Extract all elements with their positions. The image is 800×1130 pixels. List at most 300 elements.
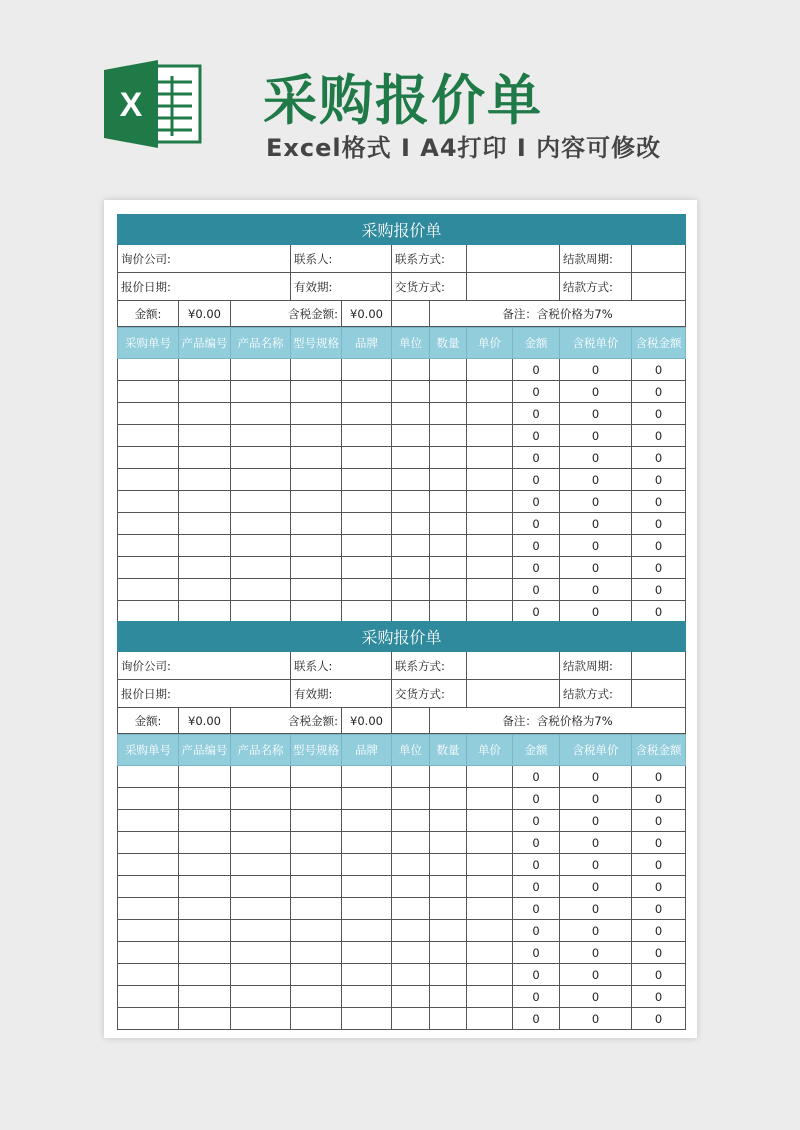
table-cell[interactable] [392,766,430,788]
table-row [118,601,686,623]
contact-method-value[interactable] [467,245,560,273]
table-cell[interactable] [430,403,467,425]
quote-date-field[interactable]: 报价日期: [118,273,291,301]
table-cell[interactable] [291,942,342,964]
table-cell[interactable] [291,601,342,623]
table-cell[interactable] [231,832,291,854]
table-cell[interactable] [342,986,392,1008]
table-cell[interactable] [291,898,342,920]
table-cell[interactable] [179,469,231,491]
table-body [118,359,686,623]
table-cell[interactable]: 0 [632,854,686,876]
table-cell[interactable] [430,832,467,854]
table-cell[interactable] [291,920,342,942]
table-cell[interactable] [392,491,430,513]
table-cell[interactable] [118,766,179,788]
table-cell[interactable]: 0 [560,447,632,469]
table-row [118,513,686,535]
table-cell[interactable] [430,491,467,513]
table-cell[interactable] [291,381,342,403]
table-cell[interactable]: 0 [632,469,686,491]
table-cell[interactable] [342,1008,392,1030]
table-cell[interactable] [179,898,231,920]
table-cell[interactable] [467,810,513,832]
settle-period-value[interactable] [632,652,686,680]
table-cell[interactable] [392,447,430,469]
table-cell[interactable] [467,469,513,491]
table-cell[interactable] [179,810,231,832]
table-cell[interactable] [291,854,342,876]
table-cell[interactable] [291,788,342,810]
table-cell[interactable] [342,469,392,491]
table-cell[interactable]: 0 [513,854,560,876]
col-header: 品牌 [342,735,392,766]
table-cell[interactable] [118,381,179,403]
validity-field[interactable]: 有效期: [291,273,392,301]
table-cell[interactable] [467,425,513,447]
table-cell[interactable]: 0 [560,491,632,513]
table-cell[interactable]: 0 [560,766,632,788]
table-cell[interactable] [291,1008,342,1030]
table-cell[interactable] [179,832,231,854]
table-cell[interactable] [118,491,179,513]
table-cell[interactable]: 0 [513,942,560,964]
table-cell[interactable] [118,447,179,469]
table-cell[interactable] [179,381,231,403]
table-cell[interactable] [291,832,342,854]
table-cell[interactable] [179,964,231,986]
table-cell[interactable] [342,447,392,469]
table-cell[interactable] [291,491,342,513]
table-cell[interactable]: 0 [632,766,686,788]
table-cell[interactable] [179,513,231,535]
table-cell[interactable]: 0 [632,788,686,810]
table-cell[interactable] [231,942,291,964]
table-cell[interactable]: 0 [513,381,560,403]
table-cell[interactable] [291,964,342,986]
table-cell[interactable] [291,513,342,535]
table-cell[interactable] [118,964,179,986]
table-cell[interactable]: 0 [560,832,632,854]
table-cell[interactable] [392,942,430,964]
table-cell[interactable] [118,920,179,942]
inquiry-company-field[interactable]: 询价公司: [118,652,291,680]
table-cell[interactable]: 0 [632,359,686,381]
table-cell[interactable] [291,876,342,898]
table-cell[interactable] [430,766,467,788]
table-cell[interactable] [392,557,430,579]
table-cell[interactable]: 0 [513,447,560,469]
table-cell[interactable]: 0 [560,942,632,964]
settle-method-value[interactable] [632,680,686,708]
table-cell[interactable]: 0 [560,469,632,491]
col-header: 含税金额 [632,735,686,766]
table-cell[interactable]: 0 [560,920,632,942]
table-cell[interactable] [342,557,392,579]
table-cell[interactable]: 0 [513,513,560,535]
table-cell[interactable] [467,447,513,469]
table-cell[interactable] [179,447,231,469]
table-cell[interactable]: 0 [632,403,686,425]
table-cell[interactable]: 0 [513,1008,560,1030]
table-cell[interactable] [467,898,513,920]
table-cell[interactable] [430,513,467,535]
table-cell[interactable]: 0 [632,535,686,557]
table-cell[interactable] [291,557,342,579]
table-cell[interactable]: 0 [513,810,560,832]
contact-method-value[interactable] [467,652,560,680]
table-cell[interactable] [392,601,430,623]
table-cell[interactable]: 0 [632,810,686,832]
table-cell[interactable]: 0 [560,898,632,920]
table-cell[interactable]: 0 [632,920,686,942]
table-cell[interactable] [342,579,392,601]
table-cell[interactable] [392,535,430,557]
table-cell[interactable]: 0 [513,491,560,513]
table-cell[interactable] [291,986,342,1008]
table-cell[interactable]: 0 [513,986,560,1008]
table-cell[interactable] [392,1008,430,1030]
table-cell[interactable] [231,513,291,535]
table-cell[interactable] [291,810,342,832]
col-header: 型号规格 [291,735,342,766]
table-cell[interactable] [118,876,179,898]
table-cell[interactable]: 0 [513,788,560,810]
table-cell[interactable] [392,876,430,898]
tax-amount-value[interactable]: ¥0.00 [342,708,392,734]
table-cell[interactable] [430,876,467,898]
table-cell[interactable] [467,535,513,557]
table-cell[interactable] [291,447,342,469]
table-cell[interactable] [430,601,467,623]
table-cell[interactable] [179,1008,231,1030]
table-cell[interactable] [467,381,513,403]
table-cell[interactable] [179,491,231,513]
table-cell[interactable] [392,964,430,986]
table-cell[interactable] [430,469,467,491]
table-cell[interactable]: 0 [513,557,560,579]
table-cell[interactable]: 0 [560,788,632,810]
table-cell[interactable] [179,535,231,557]
table-cell[interactable] [118,359,179,381]
table-cell[interactable] [291,766,342,788]
table-cell[interactable]: 0 [632,986,686,1008]
table-cell[interactable] [179,788,231,810]
table-cell[interactable] [291,359,342,381]
table-cell[interactable]: 0 [560,854,632,876]
table-cell[interactable] [467,876,513,898]
table-cell[interactable] [231,447,291,469]
table-cell[interactable] [342,601,392,623]
table-cell[interactable] [179,579,231,601]
table-cell[interactable] [231,381,291,403]
table-cell[interactable] [118,1008,179,1030]
table-cell[interactable]: 0 [632,1008,686,1030]
table-cell[interactable] [430,854,467,876]
table-cell[interactable]: 0 [513,766,560,788]
sheet-title: 采购报价单 [118,215,686,245]
table-cell[interactable] [430,810,467,832]
table-cell[interactable]: 0 [632,898,686,920]
table-cell[interactable]: 0 [560,425,632,447]
settle-method-label: 结款方式: [560,680,632,708]
col-header: 数量 [430,735,467,766]
table-cell[interactable] [467,788,513,810]
table-cell[interactable] [467,359,513,381]
table-row [118,425,686,447]
table-cell[interactable] [430,964,467,986]
table-cell[interactable] [342,359,392,381]
table-cell[interactable] [430,579,467,601]
quote-date-field[interactable]: 报价日期: [118,680,291,708]
table-cell[interactable] [430,447,467,469]
table-cell[interactable] [392,832,430,854]
table-cell[interactable] [231,964,291,986]
table-cell[interactable] [392,425,430,447]
table-cell[interactable] [231,403,291,425]
table-cell[interactable] [467,766,513,788]
table-cell[interactable] [430,942,467,964]
table-cell[interactable]: 0 [632,601,686,623]
table-cell[interactable] [467,1008,513,1030]
col-header: 单价 [467,735,513,766]
col-header: 产品名称 [231,735,291,766]
table-cell[interactable] [467,920,513,942]
table-cell[interactable] [430,1008,467,1030]
table-cell[interactable]: 0 [632,832,686,854]
table-cell[interactable]: 0 [513,920,560,942]
table-cell[interactable]: 0 [560,359,632,381]
table-cell[interactable] [179,986,231,1008]
table-cell[interactable] [342,766,392,788]
table-cell[interactable] [392,469,430,491]
table-row [118,359,686,381]
table-cell[interactable] [118,986,179,1008]
table-cell[interactable] [430,986,467,1008]
table-cell[interactable]: 0 [513,832,560,854]
table-cell[interactable] [467,513,513,535]
table-cell[interactable]: 0 [632,579,686,601]
table-cell[interactable] [231,920,291,942]
table-cell[interactable]: 0 [513,876,560,898]
table-cell[interactable] [467,964,513,986]
table-cell[interactable] [392,898,430,920]
table-cell[interactable] [342,810,392,832]
table-cell[interactable] [392,381,430,403]
table-cell[interactable]: 0 [632,425,686,447]
table-cell[interactable]: 0 [632,381,686,403]
table-cell[interactable] [392,920,430,942]
table-cell[interactable]: 0 [632,942,686,964]
settle-period-value[interactable] [632,245,686,273]
table-cell[interactable] [291,469,342,491]
table-cell[interactable] [430,788,467,810]
table-cell[interactable] [118,469,179,491]
table-cell[interactable]: 0 [560,876,632,898]
table-cell[interactable] [467,557,513,579]
table-cell[interactable]: 0 [513,898,560,920]
table-cell[interactable] [118,788,179,810]
table-cell[interactable]: 0 [560,1008,632,1030]
table-cell[interactable] [179,920,231,942]
table-cell[interactable]: 0 [513,469,560,491]
table-cell[interactable] [231,788,291,810]
table-cell[interactable] [118,513,179,535]
table-cell[interactable] [179,359,231,381]
table-cell[interactable] [118,898,179,920]
table-cell[interactable] [118,403,179,425]
table-cell[interactable] [291,425,342,447]
table-cell[interactable] [342,513,392,535]
table-cell[interactable] [231,854,291,876]
table-cell[interactable] [342,535,392,557]
table-cell[interactable] [342,920,392,942]
table-cell[interactable] [231,986,291,1008]
table-cell[interactable] [179,854,231,876]
table-cell[interactable] [392,359,430,381]
table-cell[interactable] [179,557,231,579]
table-cell[interactable]: 0 [513,403,560,425]
table-cell[interactable] [467,403,513,425]
table-cell[interactable] [467,854,513,876]
table-cell[interactable] [231,557,291,579]
table-cell[interactable] [118,832,179,854]
table-cell[interactable]: 0 [632,447,686,469]
table-cell[interactable]: 0 [560,403,632,425]
table-cell[interactable]: 0 [632,491,686,513]
table-cell[interactable] [392,986,430,1008]
table-cell[interactable]: 0 [632,557,686,579]
table-cell[interactable] [342,403,392,425]
table-cell[interactable] [342,898,392,920]
table-cell[interactable] [467,832,513,854]
table-cell[interactable]: 0 [560,810,632,832]
table-cell[interactable] [430,359,467,381]
table-cell[interactable] [392,403,430,425]
table-cell[interactable] [392,579,430,601]
table-cell[interactable] [118,557,179,579]
table-cell[interactable] [231,469,291,491]
table-cell[interactable]: 0 [632,513,686,535]
table-cell[interactable]: 0 [560,579,632,601]
table-cell[interactable]: 0 [560,513,632,535]
table-cell[interactable] [118,535,179,557]
table-cell[interactable] [291,403,342,425]
table-cell[interactable] [392,810,430,832]
table-cell[interactable] [231,810,291,832]
table-cell[interactable] [467,601,513,623]
table-cell[interactable]: 0 [560,601,632,623]
table-cell[interactable] [467,942,513,964]
table-cell[interactable] [342,788,392,810]
table-cell[interactable] [342,491,392,513]
contact-person-field[interactable]: 联系人: [291,245,392,273]
table-cell[interactable] [118,579,179,601]
quote-header-table [117,214,686,327]
table-cell[interactable]: 0 [513,535,560,557]
amount-value[interactable]: ¥0.00 [179,301,231,327]
table-cell[interactable]: 0 [513,964,560,986]
table-cell[interactable] [342,832,392,854]
table-cell[interactable] [231,876,291,898]
table-cell[interactable] [392,513,430,535]
table-cell[interactable] [179,403,231,425]
inquiry-company-field[interactable]: 询价公司: [118,245,291,273]
table-cell[interactable] [430,898,467,920]
table-cell[interactable] [467,986,513,1008]
table-cell[interactable] [231,898,291,920]
table-cell[interactable] [118,854,179,876]
table-cell[interactable]: 0 [560,557,632,579]
settle-method-value[interactable] [632,273,686,301]
table-cell[interactable] [231,359,291,381]
table-cell[interactable] [179,766,231,788]
table-cell[interactable] [118,601,179,623]
table-cell[interactable] [430,557,467,579]
table-cell[interactable] [430,381,467,403]
table-cell[interactable]: 0 [560,381,632,403]
table-cell[interactable] [342,854,392,876]
table-cell[interactable] [430,425,467,447]
table-cell[interactable]: 0 [513,579,560,601]
table-cell[interactable] [342,381,392,403]
table-cell[interactable]: 0 [632,876,686,898]
table-cell[interactable] [118,942,179,964]
table-cell[interactable] [179,601,231,623]
table-cell[interactable]: 0 [513,425,560,447]
table-cell[interactable]: 0 [513,601,560,623]
table-cell[interactable] [467,491,513,513]
validity-field[interactable]: 有效期: [291,680,392,708]
table-cell[interactable] [231,601,291,623]
table-cell[interactable] [231,766,291,788]
table-cell[interactable] [430,920,467,942]
table-cell[interactable]: 0 [560,964,632,986]
table-cell[interactable] [231,1008,291,1030]
table-cell[interactable] [392,788,430,810]
table-cell[interactable]: 0 [560,535,632,557]
table-cell[interactable] [430,535,467,557]
amount-value[interactable]: ¥0.00 [179,708,231,734]
delivery-method-label: 交货方式: [392,680,467,708]
table-cell[interactable] [342,942,392,964]
table-cell[interactable] [231,491,291,513]
table-cell[interactable] [179,942,231,964]
table-cell[interactable] [291,535,342,557]
table-cell[interactable] [179,876,231,898]
tax-amount-value[interactable]: ¥0.00 [342,301,392,327]
table-cell[interactable] [118,810,179,832]
table-cell[interactable] [342,964,392,986]
table-cell[interactable] [342,425,392,447]
table-body [118,766,686,1030]
table-cell[interactable]: 0 [560,986,632,1008]
contact-person-field[interactable]: 联系人: [291,652,392,680]
table-cell[interactable]: 0 [513,359,560,381]
table-cell[interactable] [291,579,342,601]
table-cell[interactable]: 0 [632,964,686,986]
table-cell[interactable] [342,876,392,898]
table-cell[interactable] [231,535,291,557]
table-cell[interactable] [231,425,291,447]
table-cell[interactable] [231,579,291,601]
table-cell[interactable] [467,579,513,601]
table-cell[interactable] [392,854,430,876]
delivery-method-value[interactable] [467,680,560,708]
delivery-method-value[interactable] [467,273,560,301]
table-cell[interactable] [179,425,231,447]
table-cell[interactable] [118,425,179,447]
